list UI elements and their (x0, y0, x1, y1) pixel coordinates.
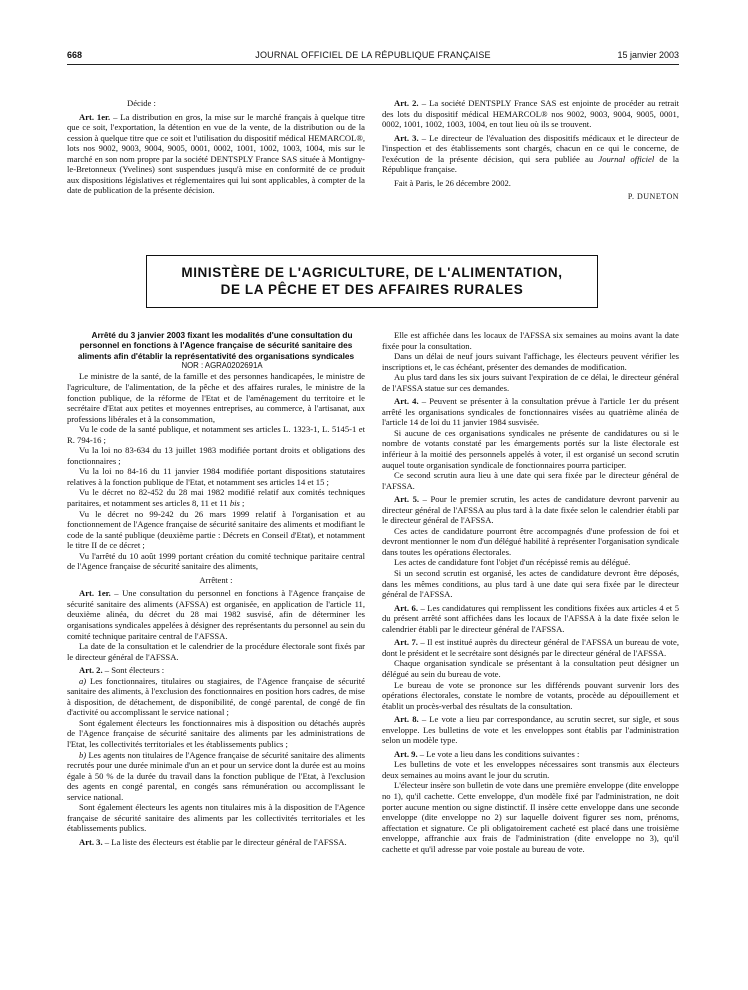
arrete-article-9: Art. 9. – Le vote a lieu dans les conditions suivantes : (394, 748, 580, 759)
header-rule (67, 64, 679, 65)
arrete-right-column (382, 330, 679, 854)
arrete-article-4: Art. 4. – Peuvent se présenter à la consultation prévue à l'article 1er du présent arrêté les organisations syndicales de fonctionnaires visées au quatrième alinéa de l'article 14 de loi du 11 janvier 1984 susvisée. (382, 396, 680, 428)
candidature-second-ballot: Si un second scrutin est organisé, les actes de candidature devront être déposés, dans les mêmes conditions, au plus tard à une date qui sera fixée par le directeur général de l'AFSSA. (382, 568, 679, 600)
electors-b: b) Les agents non titulaires de l'Agence française de sécurité sanitaire des aliments recrutés pour une durée minimale d'un an et pour un service dont la durée est au moins égale à 50 % de la durée du travail dans la fonction publique de l'Etat, à l'exclusion des agents en congé parental, en congés sans rémunération ou accomplissant le service national. (67, 749, 365, 802)
decision-left-column (67, 98, 365, 196)
decision-article-3: Art. 3. – Le directeur de l'évaluation des dispositifs médicaux et le directeur de l'inspection et des établissements sont chargés, chacun en ce qui le concerne, de l'exécution de la présente décision, qui sera publiée au Journal officiel de la République française. (382, 132, 680, 175)
preamble: Le ministre de la santé, de la famille et des personnes handicapées, le ministre de l'agriculture, de l'alimentation, de la pêche et des affaires rurales, le ministre de la fonction publique, de la réforme de l'Etat et de l'aménagement du territoire et le secrétaire d'Etat aux petites et moyennes entreprises, au commerce, à l'artisanat, aux professions libérales et à la consommation, (67, 371, 365, 424)
arrete-title: Arrêté du 3 janvier 2003 fixant les modalités d'une consultation du personnel en fonctions à l'Agence française de sécurité sanitaire des aliments afin d'établir la représentativité des organisations syndicales (77, 330, 355, 361)
arrete-article-5: Art. 5. – Pour le premier scrutin, les actes de candidature devront parvenir au directeur général de l'AFSSA au plus tard à la date fixée selon le calendrier établi par le directeur général de l'AFSSA. (382, 494, 679, 526)
arrete-article-3: Art. 3. – La liste des électeurs est établie par le directeur général de l'AFSSA. (79, 836, 347, 847)
nor-reference: NOR : AGRA0202691A (181, 360, 263, 370)
decision-article-1: Art. 1er. – La distribution en gros, la mise sur le marché français à quelque titre que ce soit, l'exportation, la détention en vue de la vente, de la distribution ou de la cession à quelque titre que ce soit et l'utilisation du dispositif médical HEMARCOL®, lots nos 9002, 9003, 9004, 9005, 0001, 0002, 1001, 1002, 1003, 1004, mis sur le marché en son nom propre par la société DENTSPLY France SAS située à Montigny-le-Bretonneux (Yvelines) sont suspendues jusqu'à mise en conformité de ce produit aux dispositions législatives et réglementaires qui lui sont applicables, à compter de la date de publication de la présente décision. (67, 111, 365, 196)
page-number: 668 (67, 50, 83, 60)
signature: P. DUNETON (627, 192, 679, 202)
decision-right-column (382, 98, 679, 203)
arrete-article-8: Art. 8. – Le vote a lieu par correspondance, au scrutin secret, sur sigle, et sous enveloppe. Les bulletins de vote et les enveloppes sont établis par l'administration selon un modèle type. (382, 714, 680, 746)
candidature-receipt: Les actes de candidature font l'objet d'un récépissé remis au délégué. (394, 557, 631, 568)
journal-title: JOURNAL OFFICIEL DE LA RÉPUBLIQUE FRANÇAISE (255, 50, 491, 60)
visa-code-sante: Vu le code de la santé publique, et notamment ses articles L. 1323-1, L. 5145-1 et R. 794-16 ; (67, 424, 365, 445)
ballot-procedure: L'électeur insère son bulletin de vote dans une première enveloppe (dite enveloppe no 1), qu'il cachette. Cette enveloppe, d'un modèle fixé par l'administration, ne doit porter aucune mention ou signe distinctif. Il insère cette enveloppe dans une seconde enveloppe (dite enveloppe no 2) sur laquelle doivent figurer ses nom, prénoms, affectation et signature. Ce pli obligatoirement cacheté est placé dans une troisième enveloppe, affranchie aux frais de l'administration (dite enveloppe no 3), qu'il cachette et qu'il adresse par voie postale au bureau de vote. (382, 780, 679, 854)
arrete-left-column (67, 330, 365, 848)
bureau-delegate: Chaque organisation syndicale se présentant à la consultation peut désigner un délégué au sein du bureau de vote. (382, 658, 679, 679)
visa-arrete-99: Vu l'arrêté du 10 août 1999 portant création du comité technique paritaire central de l'Agence française de sécurité sanitaire des aliments, (67, 550, 365, 572)
visa-loi-84: Vu la loi no 84-16 du 11 janvier 1984 modifiée portant dispositions statutaires relatives à la fonction publique de l'Etat, et notamment ses articles 14 et 15 ; (67, 466, 365, 487)
ballot-transmission: Les bulletins de vote et les enveloppes nécessaires sont transmis aux électeurs deux semaines au moins avant le jour du scrutin. (382, 759, 679, 780)
visa-decret-99: Vu le décret no 99-242 du 26 mars 1999 relatif à l'organisation et au fonctionnement de l'Agence française de sécurité sanitaire des aliments et modifiant le code de la santé publique (deuxième partie : Décrets en Conseil d'Etat), et notamment le titre II de ce décret ; (67, 508, 365, 551)
bureau-role: Le bureau de vote se prononce sur les différends pouvant survenir lors des opérations électorales, constate le nombre de votants, procède au dépouillement et établit un procès-verbal des résultats de la consultation. (382, 679, 679, 711)
ministry-line-2: DE LA PÊCHE ET DES AFFAIRES RURALES (220, 282, 524, 297)
arrete-article-7: Art. 7. – Il est institué auprès du directeur général de l'AFSSA un bureau de vote, dont le président et le secrétaire sont désignés par le directeur général de l'AFSSA. (382, 637, 680, 658)
decision-fait: Fait à Paris, le 26 décembre 2002. (394, 177, 511, 188)
electors-b-extra: Sont également électeurs les agents non titulaires mis à la disposition de l'Agence française de sécurité sanitaire des aliments par les collectivités territoriales et les établissements publics. (67, 802, 365, 834)
arretent-heading: Arrêtent : (199, 574, 233, 585)
electors-a-extra: Sont également électeurs les fonctionnaires mis à disposition ou détachés auprès de l'Agence française de sécurité sanitaire des aliments par les administrations de l'Etat, les collectivités territoriales et les établissements publics ; (67, 717, 365, 750)
arrete-article-6: Art. 6. – Les candidatures qui remplissent les conditions fixées aux articles 4 et 5 du présent arrêté sont affichées dans les locaux de l'AFSSA à la date fixée selon le calendrier établi par le directeur général de l'AFSSA. (382, 602, 679, 634)
list-verification: Dans un délai de neuf jours suivant l'affichage, les électeurs peuvent vérifier les inscriptions et, le cas échéant, présenter des demandes de modification. (382, 351, 679, 372)
decision-article-2: Art. 2. – La société DENTSPLY France SAS est enjointe de procéder au retrait des lots du dispositif médical HEMARCOL® nos 9002, 9003, 9004, 9005, 0001, 0002, 1001, 1002, 1003, 1004, en tout lieu où ils se trouvent. (382, 98, 680, 130)
second-ballot-condition: Si aucune de ces organisations syndicales ne présente de candidatures ou si le nombre de votants constaté par les émargements portés sur la liste électorale est inférieur à la moitié des personnels appelés à voter, il est organisé un second scrutin auquel toute organisation syndicale de fonctionnaires pourra participer. (382, 427, 679, 470)
arrete-article-1: Art. 1er. – Une consultation du personnel en fonctions à l'Agence française de sécurité sanitaire des aliments (AFSSA) est organisée, en application de l'article 11, deuxième alinéa, du décret du 28 mai 1982 susvisé, afin de déterminer les organisations syndicales appelées à désigner des représentants du personnel au sein du comité technique paritaire central de l'AFSSA. (67, 588, 366, 641)
list-display: Elle est affichée dans les locaux de l'AFSSA six semaines au moins avant la date fixée pour la consultation. (382, 330, 679, 351)
second-ballot-date: Ce second scrutin aura lieu à une date qui sera fixée par le directeur général de l'AFSSA. (382, 470, 679, 491)
issue-date: 15 janvier 2003 (617, 50, 679, 60)
ministry-heading-box (146, 255, 598, 308)
ministry-line-1: MINISTÈRE DE L'AGRICULTURE, DE L'ALIMENTATION, (181, 265, 563, 280)
visa-decret-82: Vu le décret no 82-452 du 28 mai 1982 modifié relatif aux comités techniques paritaires, et notamment ses articles 8, 11 et 11 bis ; (67, 487, 365, 508)
arrete-article-1-date: La date de la consultation et le calendrier de la procédure électorale sont fixés par le directeur général de l'AFSSA. (67, 641, 365, 662)
visa-loi-83: Vu la loi no 83-634 du 13 juillet 1983 modifiée portant droits et obligations des fonctionnaires ; (67, 445, 365, 466)
electors-a: a) Les fonctionnaires, titulaires ou stagiaires, de l'Agence française de sécurité sanitaire des aliments, à l'exclusion des fonctionnaires en position hors cadres, de mise à disposition, de détachement, de disponibilité, de congé parental, de congé de fin d'activité ou accomplissant le service national ; (67, 675, 365, 718)
decide-heading: Décide : (127, 98, 156, 108)
candidature-profession-de-foi: Ces actes de candidature pourront être accompagnés d'une profession de foi et devront mentionner le nom d'un délégué habilité à représenter l'organisation syndicale dans toutes les opérations électorales. (382, 525, 679, 557)
list-ruling: Au plus tard dans les six jours suivant l'expiration de ce délai, le directeur général de l'AFSSA statue sur ces demandes. (382, 372, 679, 393)
arrete-article-2: Art. 2. – Sont électeurs : (79, 665, 165, 676)
